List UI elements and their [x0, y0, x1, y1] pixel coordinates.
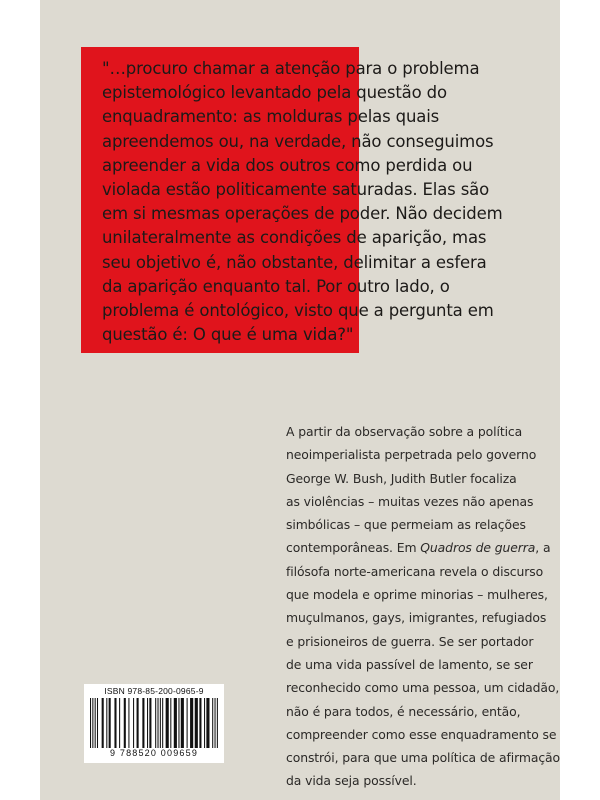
isbn-barcode [84, 684, 224, 763]
barcode-bar [97, 698, 98, 748]
book-description [286, 420, 561, 793]
description-line: reconhecido como uma pessoa, um cidadão, [286, 680, 560, 696]
quote-line: violada estão politicamente saturadas. Elas são [102, 180, 490, 200]
barcode-bar [190, 698, 193, 748]
barcode-bar [92, 698, 93, 748]
barcode-bar [174, 698, 177, 748]
barcode-bar [162, 698, 163, 748]
quote-line: da aparição enquanto tal. Por outro lado, o [102, 276, 450, 296]
book-title-italic: Quadros de guerra [420, 540, 536, 556]
description-line: George W. Bush, Judith Butler focaliza [286, 470, 517, 486]
quote-line: problema é ontológico, visto que a pergunta em [102, 301, 494, 321]
description-text: , a [535, 540, 551, 556]
quote-line: unilateralmente as condições de aparição, mas [102, 228, 487, 248]
barcode-digits: 9 788520 009659 [109, 748, 199, 758]
description-line: A partir da observação sobre a política [286, 424, 523, 439]
description-line: neoimperialista perpetrada pelo governo [286, 447, 537, 463]
description-line: da vida seja possível. [286, 773, 417, 789]
barcode-bar [142, 698, 144, 748]
barcode-bars [90, 698, 218, 748]
barcode-bar [199, 698, 201, 748]
barcode-bar [187, 698, 188, 748]
pull-quote [102, 57, 503, 347]
quote-line: apreendemos ou, na verdade, não conseguimos [102, 131, 494, 151]
barcode-bar [149, 698, 151, 748]
barcode-bar [119, 698, 120, 748]
description-line: filósofa norte-americana revela o discurso [286, 563, 544, 579]
quote-line: seu objetivo é, não obstante, delimitar a esfera [102, 252, 487, 272]
barcode-bar [181, 698, 184, 748]
description-text: contemporâneas. Em [286, 540, 421, 556]
isbn-label: ISBN 978-85-200-0965-9 [104, 686, 204, 696]
barcode-bar [137, 698, 139, 748]
barcode-bar [124, 698, 126, 748]
barcode-bar [195, 698, 198, 748]
barcode-bar [166, 698, 169, 748]
barcode-bar [217, 698, 218, 748]
barcode-bar [114, 698, 116, 748]
barcode-bar [160, 698, 161, 748]
barcode-bar [147, 698, 148, 748]
description-line: as violências – muitas vezes não apenas [286, 493, 534, 509]
description-line [286, 536, 551, 559]
barcode-bar [106, 698, 107, 748]
description-line: e prisioneiros de guerra. Se ser portador [286, 633, 534, 649]
quote-line: questão é: O que é uma vida?" [102, 325, 354, 345]
description-line: de uma vida passível de lamento, se ser [286, 656, 533, 672]
quote-line: enquadramento: as molduras pelas quais [102, 107, 440, 127]
barcode-bar [170, 698, 171, 748]
quote-line: epistemológico levantado pela questão do [102, 83, 447, 103]
barcode-bar [90, 698, 91, 748]
quote-line: "…procuro chamar a atenção para o problema [102, 59, 480, 78]
barcode-bar [212, 698, 213, 748]
barcode-bar [155, 698, 156, 748]
barcode-bar [95, 698, 96, 748]
quote-line: apreender a vida dos outros como perdida ou [102, 155, 473, 175]
quote-line: em si mesmas operações de poder. Não decidem [102, 204, 503, 224]
barcode-bar [206, 698, 209, 748]
description-line: que modela e oprime minorias – mulheres, [286, 587, 548, 603]
description-line: não é para todos, é necessário, então, [286, 703, 521, 719]
barcode-bar [133, 698, 134, 748]
barcode-bar [215, 698, 216, 748]
barcode-bar [102, 698, 104, 748]
description-line: muçulmanos, gays, imigrantes, refugiados [286, 610, 547, 626]
barcode-bar [109, 698, 111, 748]
barcode-bar [204, 698, 205, 748]
description-line: compreender como esse enquadramento se [286, 726, 557, 742]
barcode-bar [178, 698, 179, 748]
description-line: simbólicas – que permeiam as relações [286, 517, 526, 533]
barcode-bar [157, 698, 158, 748]
description-line: constrói, para que uma política de afirmação [286, 750, 561, 766]
barcode-bar [128, 698, 129, 748]
